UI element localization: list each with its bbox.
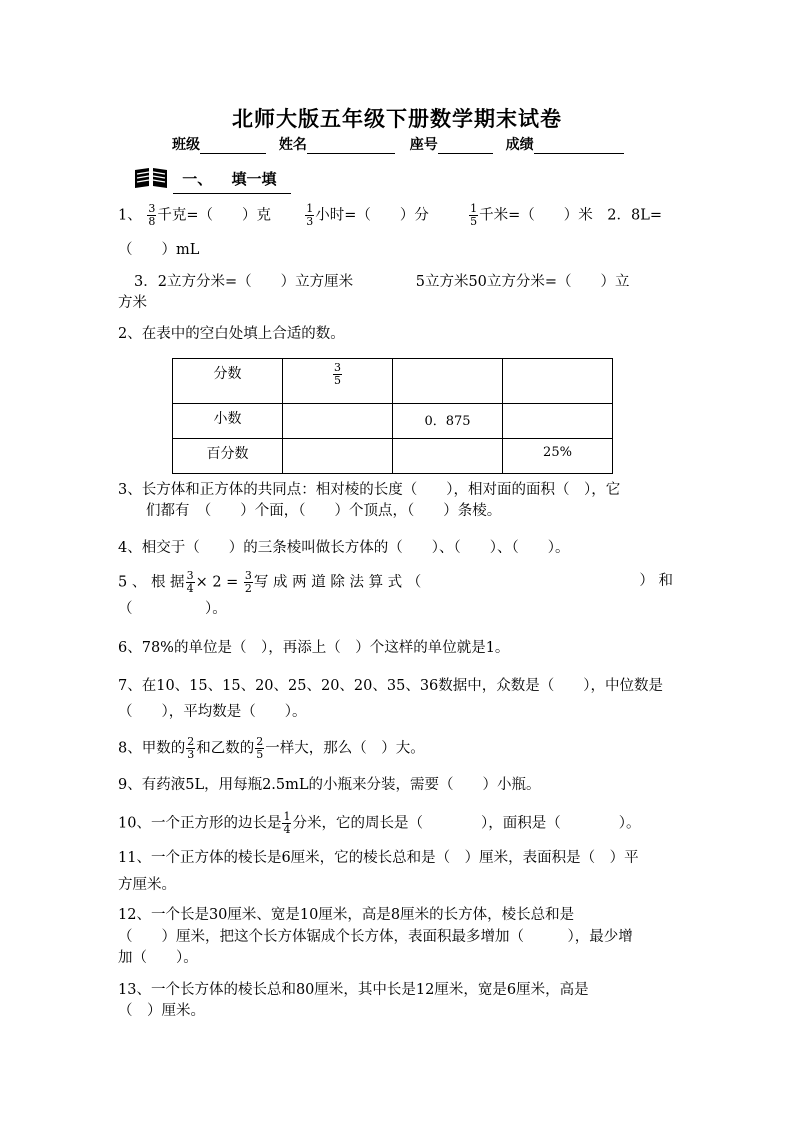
q8-mid: 和乙数的 (196, 740, 255, 757)
q10-prefix: 10、一个正方形的边长是 (118, 815, 282, 832)
question-11-line-1: 11、一个正方体的棱长是6厘米，它的棱长总和是（ ）厘米，表面积是（ ）平 (118, 850, 639, 866)
section-number: 一、 (182, 170, 213, 188)
q10-rest: 分米，它的周长是（ ），面积是（ ）。 (292, 815, 641, 832)
question-10 (118, 811, 678, 836)
table-cell[interactable] (283, 439, 393, 474)
table-cell[interactable] (393, 359, 503, 404)
row-label: 分数 (173, 359, 283, 404)
q1-part-5: 5立方米50立方分米=（ ）立 (415, 274, 630, 290)
student-info-row (172, 134, 624, 154)
q8-rest: 一样大，那么（ ）大。 (265, 740, 425, 757)
table-cell[interactable]: 25% (503, 439, 613, 474)
q1-part-1: 千克=（ ）克 (157, 207, 271, 224)
question-9: 9、有药液5L，用每瓶2.5mL的小瓶来分装，需要（ ）小瓶。 (118, 777, 541, 793)
q5-end: ） 和 (639, 573, 673, 589)
question-1-line-2: （ ）mL (118, 242, 200, 258)
conversion-table (172, 358, 613, 474)
fraction: $\frac{3}{8}$ (148, 202, 156, 228)
q5-mid: × 2 = (195, 574, 239, 591)
score-label: 成绩 (505, 137, 534, 153)
q5-rest: 写 成 两 道 除 法 算 式 （ (253, 574, 422, 591)
question-12-line-1: 12、一个长是30厘米、宽是10厘米，高是8厘米的长方体，棱长总和是 (118, 907, 575, 923)
fraction: $\frac{3}{4}$ (186, 569, 194, 595)
question-5-line-1 (118, 570, 678, 595)
table-cell[interactable] (503, 359, 613, 404)
question-8 (118, 736, 678, 761)
table-cell[interactable] (503, 404, 613, 439)
question-12-line-3: 加（ ）。 (118, 950, 198, 966)
name-label: 姓名 (278, 137, 307, 153)
fraction: $\frac{1}{5}$ (470, 202, 478, 228)
question-3-line-2: 们都有 （ ）个面，（ ）个顶点，（ ）条棱。 (146, 503, 502, 519)
fraction: $\frac{3}{5}$ (334, 361, 341, 387)
table-cell (283, 359, 393, 404)
question-1-line-3 (118, 271, 678, 293)
table-row (173, 439, 613, 474)
q5-prefix: 5 、 根 据 (118, 574, 185, 591)
name-blank[interactable] (307, 138, 395, 154)
table-cell[interactable] (283, 404, 393, 439)
q8-prefix: 8、甲数的 (118, 740, 186, 757)
score-blank[interactable] (534, 138, 624, 154)
class-label: 班级 (172, 137, 200, 153)
fraction: $\frac{2}{5}$ (256, 735, 264, 761)
page-title: 北师大版五年级下册数学期末试卷 (232, 106, 562, 131)
q1-part-2: 小时=（ ）分 (315, 207, 429, 224)
question-5-line-2: （ ）。 (118, 601, 227, 617)
question-7-line-2: （ ），平均数是（ ）。 (118, 704, 307, 720)
question-13-line-1: 13、一个长方体的棱长总和80厘米，其中长是12厘米，宽是6厘米，高是 (118, 982, 589, 998)
q1-part-4: 3．2立方分米=（ ）立方厘米 (134, 274, 354, 290)
question-3-line-1: 3、长方体和正方体的共同点：相对棱的长度（ ），相对面的面积（ ），它 (118, 482, 621, 498)
fraction: $\frac{1}{4}$ (283, 810, 291, 836)
question-13-line-2: （ ）厘米。 (118, 1003, 205, 1019)
question-11-line-2: 方厘米。 (118, 877, 176, 893)
question-6: 6、78%的单位是（ ），再添上（ ）个这样的单位就是1。 (118, 640, 510, 656)
question-1-line-4: 方米 (118, 295, 147, 311)
table-row (173, 359, 613, 404)
book-icon (133, 166, 169, 194)
section-underline (173, 193, 291, 194)
question-4: 4、相交于（ ）的三条棱叫做长方体的（ ）、（ ）、（ ）。 (118, 540, 570, 556)
fraction: $\frac{3}{2}$ (244, 569, 252, 595)
row-label: 百分数 (173, 439, 283, 474)
fraction: $\frac{2}{3}$ (187, 735, 195, 761)
class-blank[interactable] (200, 138, 266, 154)
section-heading (133, 166, 277, 194)
question-2: 2、在表中的空白处填上合适的数。 (118, 326, 345, 342)
question-7-line-1: 7、在10、15、15、20、25、20、20、35、36数据中，众数是（ ），中位数是 (118, 678, 664, 694)
seat-blank[interactable] (438, 138, 493, 154)
q1-part-3: 千米=（ ）米 2．8L= (479, 207, 662, 224)
table-cell[interactable]: 0．875 (393, 404, 503, 439)
table-cell[interactable] (393, 439, 503, 474)
row-label: 小数 (173, 404, 283, 439)
q1-prefix: 1、 (118, 207, 142, 224)
fraction: $\frac{1}{3}$ (306, 202, 314, 228)
question-1-line-1 (118, 203, 678, 228)
section-title: 填一填 (231, 170, 277, 188)
question-12-line-2: （ ）厘米，把这个长方体锯成个长方体，表面积最多增加（ ），最少增 (118, 929, 633, 945)
seat-label: 座号 (409, 137, 438, 153)
table-row (173, 404, 613, 439)
